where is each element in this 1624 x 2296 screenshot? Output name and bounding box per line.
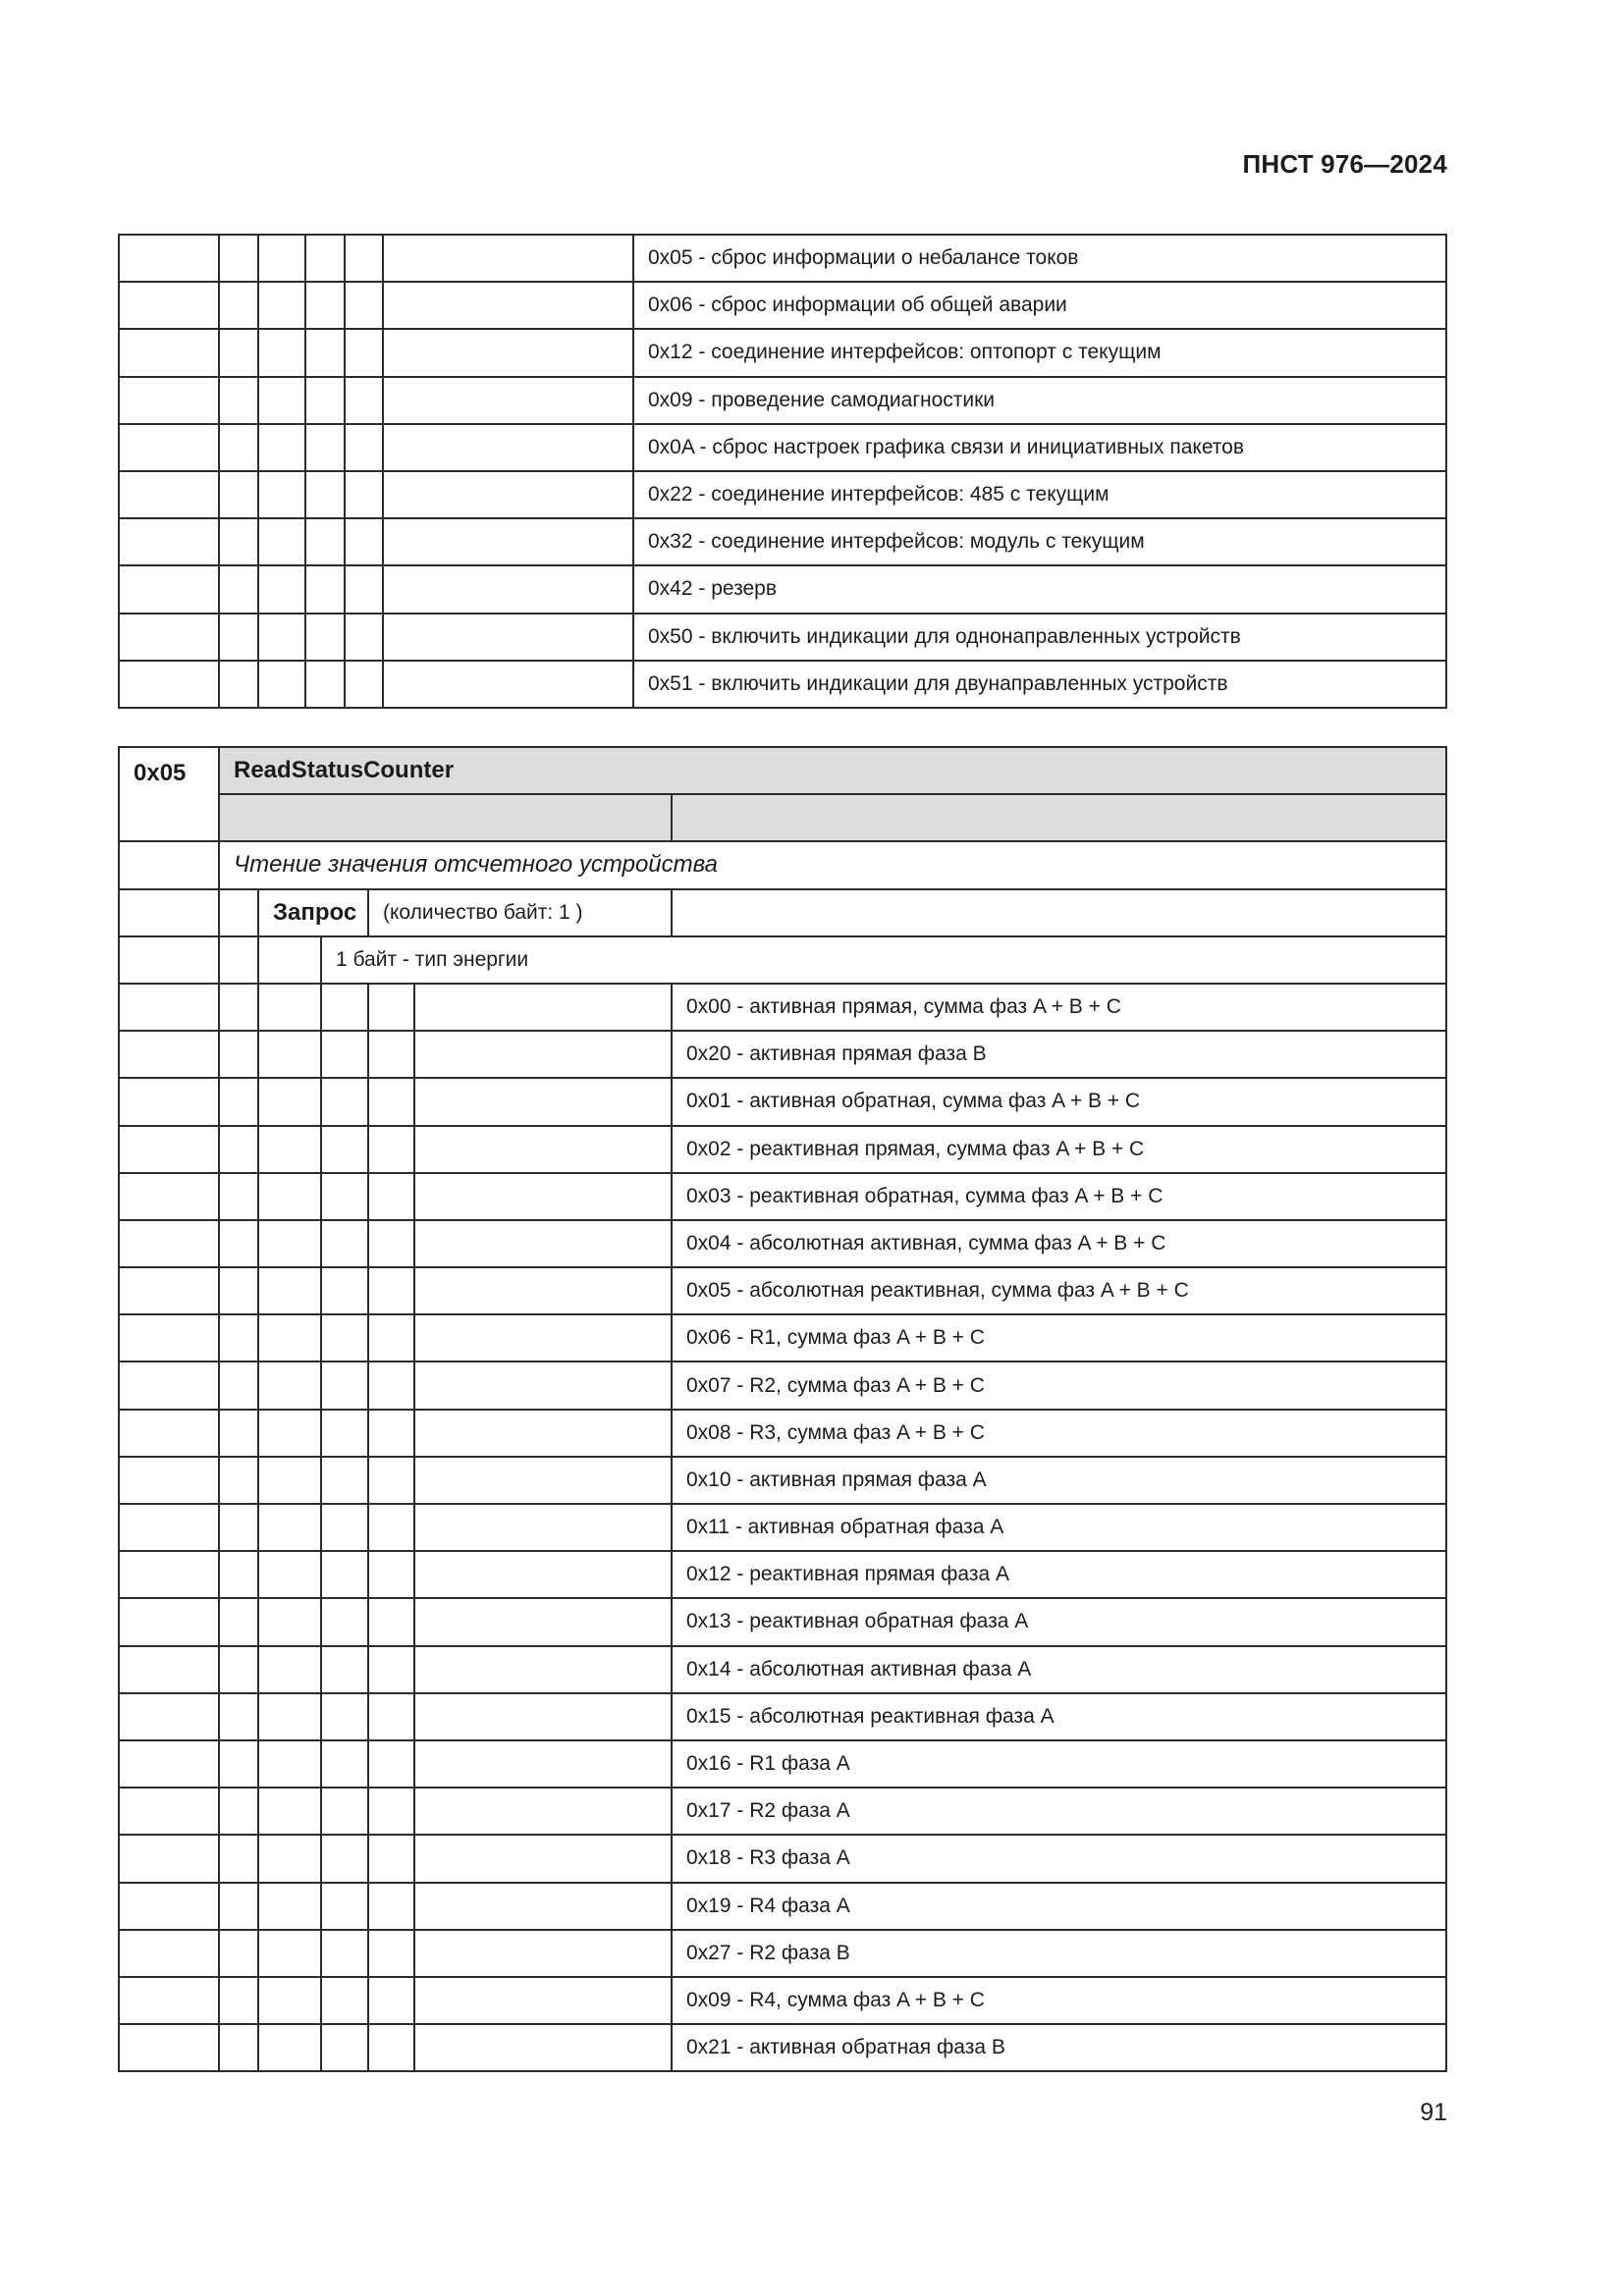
empty-cell bbox=[305, 661, 345, 708]
empty-cell bbox=[119, 282, 219, 329]
empty-cell bbox=[368, 1646, 414, 1693]
empty-cell bbox=[219, 1078, 258, 1125]
command-subheader-row bbox=[119, 794, 1446, 841]
empty-cell bbox=[258, 1126, 321, 1173]
empty-cell bbox=[368, 1930, 414, 1977]
table-row bbox=[119, 1740, 1446, 1788]
empty-cell bbox=[119, 1693, 219, 1740]
empty-cell bbox=[305, 424, 345, 471]
continued-table bbox=[118, 234, 1447, 709]
table-row bbox=[119, 1835, 1446, 1882]
table-row bbox=[119, 235, 1446, 282]
command-header-row bbox=[119, 747, 1446, 794]
empty-cell bbox=[383, 377, 633, 424]
value-description: 0x05 - абсолютная реактивная, сумма фаз A + B + C bbox=[672, 1267, 1446, 1314]
empty-cell bbox=[383, 518, 633, 565]
empty-cell bbox=[305, 235, 345, 282]
document-id: ПНСТ 976—2024 bbox=[1242, 149, 1447, 179]
empty-cell bbox=[321, 1362, 368, 1409]
value-description: 0x12 - реактивная прямая фаза A bbox=[672, 1551, 1446, 1598]
empty-cell bbox=[258, 1646, 321, 1693]
empty-cell bbox=[119, 1883, 219, 1930]
empty-cell bbox=[219, 1551, 258, 1598]
table-row bbox=[119, 2024, 1446, 2071]
empty-cell bbox=[414, 1598, 672, 1645]
empty-cell bbox=[119, 1457, 219, 1504]
empty-cell bbox=[368, 1173, 414, 1220]
empty-cell bbox=[383, 614, 633, 661]
table-row bbox=[119, 282, 1446, 329]
empty-cell bbox=[414, 1267, 672, 1314]
table-row bbox=[119, 377, 1446, 424]
value-description: 0x27 - R2 фаза B bbox=[672, 1930, 1446, 1977]
table-row bbox=[119, 1362, 1446, 1409]
empty-cell bbox=[345, 329, 383, 376]
empty-cell bbox=[321, 1930, 368, 1977]
empty-cell bbox=[414, 1788, 672, 1835]
empty-cell bbox=[345, 518, 383, 565]
value-description: 0x12 - соединение интерфейсов: оптопорт с текущим bbox=[633, 329, 1446, 376]
value-description: 0x05 - сброс информации о небалансе токов bbox=[633, 235, 1446, 282]
value-description: 0x32 - соединение интерфейсов: модуль с текущим bbox=[633, 518, 1446, 565]
value-description: 0x19 - R4 фаза A bbox=[672, 1883, 1446, 1930]
value-description: 0x06 - R1, сумма фаз A + B + C bbox=[672, 1314, 1446, 1362]
value-description: 0x00 - активная прямая, сумма фаз A + B + C bbox=[672, 984, 1446, 1031]
empty-cell bbox=[368, 2024, 414, 2071]
empty-cell bbox=[321, 1031, 368, 1078]
empty-cell bbox=[321, 1504, 368, 1551]
empty-cell bbox=[321, 1835, 368, 1882]
empty-cell bbox=[219, 1220, 258, 1267]
value-description: 0x20 - активная прямая фаза B bbox=[672, 1031, 1446, 1078]
empty-cell bbox=[219, 565, 258, 613]
empty-cell bbox=[414, 1930, 672, 1977]
value-description: 0x08 - R3, сумма фаз A + B + C bbox=[672, 1410, 1446, 1457]
empty-cell bbox=[219, 1740, 258, 1788]
empty-cell bbox=[383, 424, 633, 471]
empty-cell bbox=[414, 1740, 672, 1788]
empty-cell bbox=[258, 1362, 321, 1409]
empty-cell bbox=[414, 1693, 672, 1740]
empty-cell bbox=[368, 1031, 414, 1078]
value-description: 0x21 - активная обратная фаза B bbox=[672, 2024, 1446, 2071]
empty-cell bbox=[345, 661, 383, 708]
value-description: 0x02 - реактивная прямая, сумма фаз A + B + C bbox=[672, 1126, 1446, 1173]
empty-cell bbox=[414, 1410, 672, 1457]
empty-cell bbox=[219, 1693, 258, 1740]
empty-cell bbox=[258, 1598, 321, 1645]
empty-cell bbox=[321, 1646, 368, 1693]
empty-cell bbox=[321, 1551, 368, 1598]
value-description: 0x06 - сброс информации об общей аварии bbox=[633, 282, 1446, 329]
empty-cell bbox=[305, 518, 345, 565]
empty-cell bbox=[258, 471, 305, 518]
empty-cell bbox=[219, 1598, 258, 1645]
empty-cell bbox=[119, 1362, 219, 1409]
empty-cell bbox=[258, 235, 305, 282]
table-row bbox=[119, 424, 1446, 471]
value-description: 0x13 - реактивная обратная фаза A bbox=[672, 1598, 1446, 1645]
table-row bbox=[119, 614, 1446, 661]
command-name: ReadStatusCounter bbox=[219, 747, 1446, 794]
empty-cell bbox=[219, 1314, 258, 1362]
value-description: 0x50 - включить индикации для однонаправленных устройств bbox=[633, 614, 1446, 661]
empty-cell bbox=[305, 565, 345, 613]
table-row bbox=[119, 1126, 1446, 1173]
value-description: 0x22 - соединение интерфейсов: 485 с текущим bbox=[633, 471, 1446, 518]
empty-cell bbox=[219, 1930, 258, 1977]
empty-cell bbox=[219, 282, 258, 329]
empty-cell bbox=[414, 1883, 672, 1930]
empty-cell bbox=[258, 1410, 321, 1457]
empty-cell bbox=[383, 565, 633, 613]
empty-cell bbox=[368, 1598, 414, 1645]
empty-cell bbox=[368, 1126, 414, 1173]
empty-cell bbox=[219, 1126, 258, 1173]
request-label: Запрос bbox=[258, 889, 368, 936]
empty-cell bbox=[321, 1173, 368, 1220]
empty-cell bbox=[119, 1835, 219, 1882]
value-description: 0x51 - включить индикации для двунаправленных устройств bbox=[633, 661, 1446, 708]
empty-cell bbox=[219, 1457, 258, 1504]
empty-cell bbox=[345, 565, 383, 613]
value-description: 0x07 - R2, сумма фаз A + B + C bbox=[672, 1362, 1446, 1409]
table-row bbox=[119, 1883, 1446, 1930]
empty-cell bbox=[368, 1551, 414, 1598]
empty-cell bbox=[258, 1883, 321, 1930]
empty-cell bbox=[119, 1788, 219, 1835]
empty-gray-cell bbox=[672, 794, 1446, 841]
table-row bbox=[119, 1788, 1446, 1835]
table-row bbox=[119, 1173, 1446, 1220]
empty-cell bbox=[368, 1788, 414, 1835]
empty-cell bbox=[119, 377, 219, 424]
empty-cell bbox=[258, 518, 305, 565]
empty-cell bbox=[321, 1598, 368, 1645]
empty-cell bbox=[258, 1173, 321, 1220]
empty-cell bbox=[119, 1598, 219, 1645]
table-row bbox=[119, 1267, 1446, 1314]
empty-cell bbox=[219, 1173, 258, 1220]
empty-cell bbox=[321, 1457, 368, 1504]
empty-gray-cell bbox=[219, 794, 672, 841]
empty-cell bbox=[321, 1314, 368, 1362]
empty-cell bbox=[258, 377, 305, 424]
empty-cell bbox=[119, 235, 219, 282]
empty-cell bbox=[219, 471, 258, 518]
empty-cell bbox=[119, 1410, 219, 1457]
empty-cell bbox=[219, 235, 258, 282]
value-description: 0x18 - R3 фаза A bbox=[672, 1835, 1446, 1882]
empty-cell bbox=[219, 661, 258, 708]
empty-cell bbox=[119, 661, 219, 708]
empty-cell bbox=[321, 1220, 368, 1267]
empty-cell bbox=[219, 1362, 258, 1409]
table-row bbox=[119, 471, 1446, 518]
empty-cell bbox=[219, 377, 258, 424]
value-description: 0x03 - реактивная обратная, сумма фаз A + B + C bbox=[672, 1173, 1446, 1220]
empty-cell bbox=[258, 1693, 321, 1740]
table-row bbox=[119, 984, 1446, 1031]
empty-cell bbox=[345, 471, 383, 518]
empty-cell bbox=[345, 282, 383, 329]
empty-cell bbox=[119, 1551, 219, 1598]
empty-cell bbox=[321, 1267, 368, 1314]
empty-cell bbox=[368, 1740, 414, 1788]
table-row bbox=[119, 1646, 1446, 1693]
empty-cell bbox=[219, 1410, 258, 1457]
table-row bbox=[119, 1220, 1446, 1267]
empty-cell bbox=[414, 1031, 672, 1078]
value-description: 0x10 - активная прямая фаза A bbox=[672, 1457, 1446, 1504]
empty-cell bbox=[321, 1788, 368, 1835]
empty-cell bbox=[119, 1314, 219, 1362]
table-row bbox=[119, 1693, 1446, 1740]
empty-cell bbox=[258, 1930, 321, 1977]
empty-cell bbox=[414, 1314, 672, 1362]
empty-cell bbox=[119, 1977, 219, 2024]
empty-cell bbox=[368, 1504, 414, 1551]
empty-cell bbox=[258, 282, 305, 329]
empty-cell bbox=[219, 1883, 258, 1930]
empty-cell bbox=[258, 565, 305, 613]
empty-cell bbox=[219, 1267, 258, 1314]
empty-cell bbox=[119, 614, 219, 661]
empty-cell bbox=[368, 1410, 414, 1457]
empty-cell bbox=[258, 1267, 321, 1314]
empty-cell bbox=[258, 1078, 321, 1125]
table-row bbox=[119, 1031, 1446, 1078]
empty-cell bbox=[119, 424, 219, 471]
empty-cell bbox=[321, 1693, 368, 1740]
byte-description: 1 байт - тип энергии bbox=[321, 936, 1446, 984]
empty-cell bbox=[119, 518, 219, 565]
empty-cell bbox=[119, 2024, 219, 2071]
table-row bbox=[119, 1930, 1446, 1977]
byte-row bbox=[119, 936, 1446, 984]
empty-cell bbox=[119, 1220, 219, 1267]
empty-cell bbox=[414, 1646, 672, 1693]
empty-cell bbox=[219, 424, 258, 471]
command-table bbox=[118, 746, 1447, 2072]
empty-cell bbox=[305, 471, 345, 518]
empty-cell bbox=[305, 282, 345, 329]
table-row bbox=[119, 1314, 1446, 1362]
table-row bbox=[119, 329, 1446, 376]
empty-cell bbox=[321, 984, 368, 1031]
empty-cell bbox=[368, 984, 414, 1031]
value-description: 0x09 - R4, сумма фаз A + B + C bbox=[672, 1977, 1446, 2024]
empty-cell bbox=[258, 1551, 321, 1598]
empty-cell bbox=[258, 984, 321, 1031]
table-row bbox=[119, 1598, 1446, 1645]
empty-cell bbox=[383, 471, 633, 518]
table-row bbox=[119, 1504, 1446, 1551]
empty-cell bbox=[258, 1504, 321, 1551]
empty-cell bbox=[383, 235, 633, 282]
empty-cell bbox=[368, 1362, 414, 1409]
value-description: 0x09 - проведение самодиагностики bbox=[633, 377, 1446, 424]
request-byte-count: (количество байт: 1 ) bbox=[368, 889, 672, 936]
empty-cell bbox=[258, 1031, 321, 1078]
command-code: 0x05 bbox=[119, 747, 219, 841]
empty-cell bbox=[368, 1220, 414, 1267]
empty-cell bbox=[258, 424, 305, 471]
empty-cell bbox=[258, 1457, 321, 1504]
empty-cell bbox=[414, 1835, 672, 1882]
table-row bbox=[119, 565, 1446, 613]
empty-cell bbox=[414, 1078, 672, 1125]
empty-cell bbox=[119, 1504, 219, 1551]
value-description: 0x17 - R2 фаза A bbox=[672, 1788, 1446, 1835]
empty-cell bbox=[368, 1693, 414, 1740]
empty-cell bbox=[414, 1457, 672, 1504]
table-row bbox=[119, 1078, 1446, 1125]
value-description: 0x42 - резерв bbox=[633, 565, 1446, 613]
empty-cell bbox=[368, 1457, 414, 1504]
empty-cell bbox=[321, 1883, 368, 1930]
empty-cell bbox=[119, 471, 219, 518]
empty-cell bbox=[368, 1267, 414, 1314]
empty-cell bbox=[321, 1126, 368, 1173]
empty-cell bbox=[219, 1788, 258, 1835]
empty-cell bbox=[414, 1220, 672, 1267]
empty-cell bbox=[414, 1126, 672, 1173]
empty-cell bbox=[219, 1504, 258, 1551]
empty-cell bbox=[119, 1126, 219, 1173]
empty-cell bbox=[345, 235, 383, 282]
empty-cell bbox=[219, 329, 258, 376]
description-row bbox=[119, 841, 1446, 888]
empty-cell bbox=[258, 1835, 321, 1882]
empty-cell bbox=[383, 329, 633, 376]
empty-cell bbox=[368, 1977, 414, 2024]
value-description: 0x16 - R1 фаза A bbox=[672, 1740, 1446, 1788]
page-number: 91 bbox=[1420, 2099, 1447, 2126]
empty-cell bbox=[321, 2024, 368, 2071]
request-row bbox=[119, 889, 1446, 936]
value-description: 0x15 - абсолютная реактивная фаза A bbox=[672, 1693, 1446, 1740]
value-description: 0x04 - абсолютная активная, сумма фаз A + B + C bbox=[672, 1220, 1446, 1267]
value-description: 0x0A - сброс настроек графика связи и инициативных пакетов bbox=[633, 424, 1446, 471]
table-row bbox=[119, 1551, 1446, 1598]
empty-cell bbox=[119, 1173, 219, 1220]
empty-cell bbox=[345, 424, 383, 471]
table-row bbox=[119, 661, 1446, 708]
table-row bbox=[119, 518, 1446, 565]
empty-cell bbox=[219, 518, 258, 565]
empty-cell bbox=[219, 1031, 258, 1078]
empty-cell bbox=[414, 984, 672, 1031]
empty-cell bbox=[305, 377, 345, 424]
value-description: 0x14 - абсолютная активная фаза A bbox=[672, 1646, 1446, 1693]
empty-cell bbox=[368, 1314, 414, 1362]
empty-cell bbox=[368, 1835, 414, 1882]
empty-cell bbox=[368, 1883, 414, 1930]
empty-cell bbox=[345, 377, 383, 424]
empty-cell bbox=[219, 2024, 258, 2071]
empty-cell bbox=[119, 1646, 219, 1693]
empty-cell bbox=[258, 1740, 321, 1788]
empty-cell bbox=[305, 329, 345, 376]
empty-cell bbox=[219, 1835, 258, 1882]
empty-cell bbox=[414, 1551, 672, 1598]
empty-cell bbox=[321, 1740, 368, 1788]
empty-cell bbox=[414, 1362, 672, 1409]
empty-cell bbox=[219, 614, 258, 661]
table-row bbox=[119, 1457, 1446, 1504]
empty-cell bbox=[119, 1078, 219, 1125]
table-row bbox=[119, 1410, 1446, 1457]
empty-cell bbox=[305, 614, 345, 661]
empty-cell bbox=[119, 1031, 219, 1078]
empty-cell bbox=[383, 661, 633, 708]
empty-cell bbox=[119, 984, 219, 1031]
empty-cell bbox=[258, 2024, 321, 2071]
command-description: Чтение значения отсчетного устройства bbox=[219, 841, 1446, 888]
empty-cell bbox=[119, 565, 219, 613]
empty-cell bbox=[414, 1504, 672, 1551]
empty-cell bbox=[414, 1173, 672, 1220]
empty-cell bbox=[119, 1930, 219, 1977]
table-row bbox=[119, 1977, 1446, 2024]
empty-cell bbox=[345, 614, 383, 661]
empty-cell bbox=[258, 1220, 321, 1267]
empty-cell bbox=[258, 1788, 321, 1835]
empty-cell bbox=[321, 1977, 368, 2024]
empty-cell bbox=[258, 661, 305, 708]
empty-cell bbox=[258, 614, 305, 661]
empty-cell bbox=[414, 1977, 672, 2024]
value-description: 0x01 - активная обратная, сумма фаз A + B + C bbox=[672, 1078, 1446, 1125]
empty-cell bbox=[219, 984, 258, 1031]
empty-cell bbox=[368, 1078, 414, 1125]
empty-cell bbox=[383, 282, 633, 329]
empty-cell bbox=[321, 1410, 368, 1457]
value-description: 0x11 - активная обратная фаза A bbox=[672, 1504, 1446, 1551]
empty-cell bbox=[119, 1740, 219, 1788]
empty-cell bbox=[321, 1078, 368, 1125]
empty-cell bbox=[258, 1977, 321, 2024]
empty-cell bbox=[258, 1314, 321, 1362]
empty-cell bbox=[119, 1267, 219, 1314]
empty-cell bbox=[119, 329, 219, 376]
empty-cell bbox=[219, 1646, 258, 1693]
empty-cell bbox=[219, 1977, 258, 2024]
empty-cell bbox=[414, 2024, 672, 2071]
empty-cell bbox=[258, 329, 305, 376]
